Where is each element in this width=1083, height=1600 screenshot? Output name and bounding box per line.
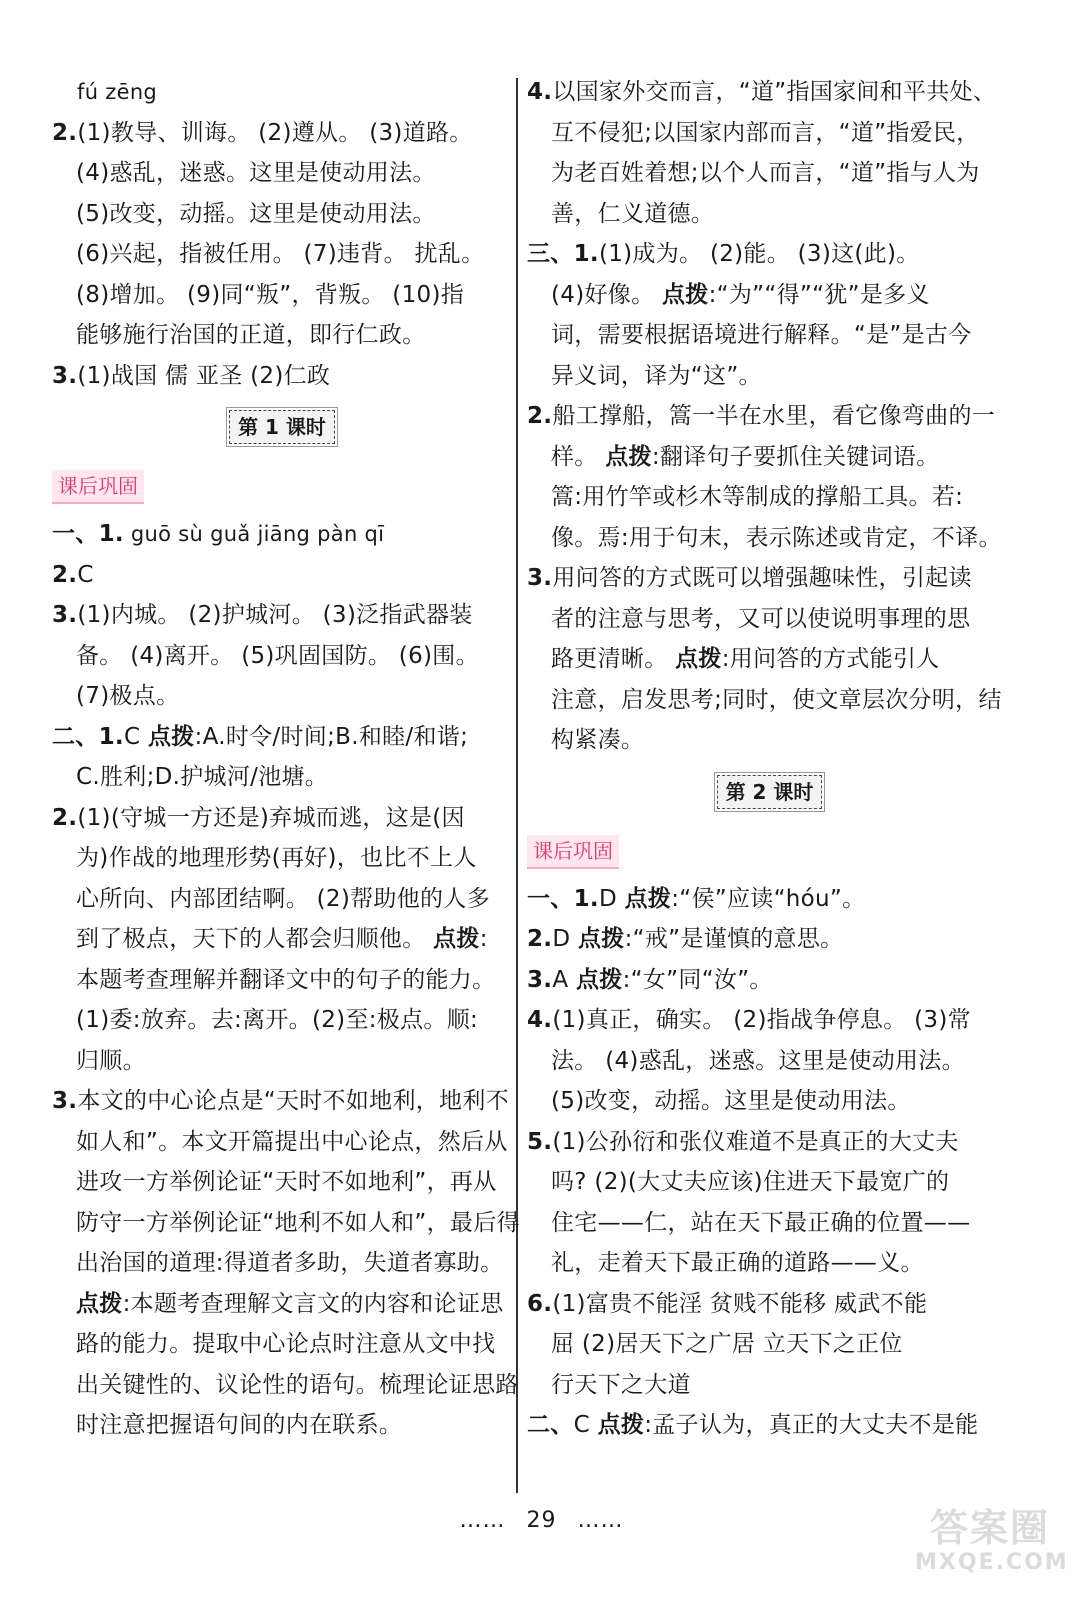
answer-text: 善，仁义道德。: [551, 200, 715, 227]
answer-text: C.胜利;D.护城河/池塘。: [76, 764, 329, 790]
hint-text: :A.时令/时间;B.和睦/和谐;: [194, 723, 469, 750]
answer-line: [52, 234, 512, 275]
answer-line: [52, 514, 512, 555]
answer-text: 归顺。: [76, 1047, 146, 1074]
section-heading: [527, 823, 1012, 879]
hint-text: :“侯”应读“hóu”。: [671, 885, 866, 912]
answer-text: (4)好像。: [551, 281, 662, 308]
answer-line: [52, 676, 512, 717]
answer-line: [527, 558, 1012, 599]
hint-label: 点拨: [675, 646, 722, 672]
answer-text: (5)改变，动摇。这里是使动用法。: [76, 200, 436, 227]
answer-line: [52, 1405, 512, 1446]
answer-text: 像。焉:用于句末，表示陈述或肯定，不译。: [551, 524, 1002, 551]
answer-line: [527, 72, 1012, 113]
answer-line: [527, 1365, 1012, 1406]
answer-text: 互不侵犯;以国家内部而言，“道”指爱民，: [551, 119, 980, 146]
answer-text: (8)增加。 (9)同“叛”，背叛。 (10)指: [76, 281, 465, 308]
question-number: 二、: [527, 1412, 574, 1438]
answer-line: [527, 919, 1012, 960]
answer-line: [527, 194, 1012, 235]
section-label: 课后巩固: [527, 835, 619, 869]
question-number: 3.: [527, 565, 553, 591]
answer-text: guō sù guǎ jiāng pàn qī: [123, 522, 385, 546]
answer-line: [527, 720, 1012, 761]
answer-line: [52, 636, 512, 677]
answer-line: [527, 477, 1012, 518]
answer-text: 构紧凑。: [551, 727, 645, 753]
question-number: 2.: [527, 403, 553, 429]
hint-label: 点拨: [662, 281, 709, 308]
question-number: 2.: [52, 561, 78, 588]
answer-text: 路的能力。提取中心论点时注意从文中找: [76, 1331, 496, 1357]
answer-text: 屈 (2)居天下之广居 立天下之正位: [551, 1331, 903, 1357]
answer-line: [527, 1041, 1012, 1082]
answer-line: [52, 960, 512, 1001]
question-number: 2.: [527, 926, 553, 952]
answer-line: [52, 1203, 520, 1244]
answer-line: [527, 113, 1012, 154]
answer-line: [52, 879, 512, 920]
answer-line: [527, 396, 1012, 437]
answer-line: [52, 757, 512, 798]
answer-text: (1)富贵不能淫 贫贱不能移 威武不能: [552, 1290, 928, 1317]
lesson-badge: 第 1 课时: [229, 410, 335, 444]
watermark-line2: MXQE.COM: [915, 1550, 1069, 1575]
answer-text: (1)内城。 (2)护城河。 (3)泛指武器装: [77, 602, 473, 628]
answer-line: [52, 1284, 512, 1325]
answer-text: 住宅——仁，站在天下最正确的位置——: [551, 1209, 971, 1236]
answer-text: fú zēng: [77, 80, 158, 104]
answer-text: D: [598, 885, 625, 912]
answer-text: 本文的中心论点是“天时不如地利，地利不: [77, 1088, 509, 1114]
answer-text: 本题考查理解并翻译文中的句子的能力。: [76, 966, 496, 993]
hint-text: :翻译句子要抓住关键词语。: [651, 443, 940, 470]
answer-text: 船工撑船，篙一半在水里，看它像弯曲的一: [552, 403, 996, 429]
question-number: 二、1.: [52, 723, 124, 750]
answer-text: 礼，走着天下最正确的道路——义。: [551, 1250, 924, 1276]
answer-line: [527, 680, 1012, 721]
answer-text: 者的注意与思考，又可以使说明事理的思: [551, 605, 971, 632]
section-label: 课后巩固: [52, 470, 144, 504]
answer-text: (5)改变，动摇。这里是使动用法。: [551, 1088, 911, 1114]
answer-line: [527, 356, 1012, 397]
question-number: 3.: [52, 362, 78, 389]
question-number: 4.: [527, 1007, 553, 1033]
answer-text: 进攻一方举例论证“天时不如地利”，再从: [76, 1169, 497, 1195]
answer-line: [52, 1365, 519, 1406]
answer-line: [52, 356, 512, 397]
answer-line: [527, 599, 1012, 640]
answer-text: (1)(守城一方还是)弃城而逃，这是(因: [77, 804, 465, 831]
answer-line: [52, 1122, 512, 1163]
hint-text: :: [479, 926, 488, 952]
answer-text: 行天下之大道: [551, 1371, 691, 1398]
answer-line: [527, 1324, 1012, 1365]
answer-line: [52, 595, 512, 636]
hint-text: :“戒”是谨慎的意思。: [624, 926, 844, 952]
answer-text: 出治国的道理:得道者多助，失道者寡助。: [76, 1250, 504, 1276]
answer-line: [527, 1203, 1012, 1244]
question-number: 一、1.: [527, 885, 599, 912]
answer-line: [52, 1324, 512, 1365]
question-number: 3.: [52, 1088, 78, 1114]
answer-text: 以国家外交而言，“道”指国家间和平共处、: [552, 79, 997, 105]
answer-text: (1)成为。 (2)能。 (3)这(此)。: [598, 241, 920, 267]
answer-text: 词，需要根据语境进行解释。“是”是古今: [551, 322, 972, 348]
answer-text: 如人和”。本文开篇提出中心论点，然后从: [76, 1128, 508, 1155]
hint-label: 点拨: [605, 443, 652, 470]
answer-text: C: [123, 723, 148, 750]
hint-label: 点拨: [597, 1412, 645, 1438]
left-column: [52, 72, 520, 1446]
hint-text: :“为”“得”“犹”是多义: [708, 281, 930, 308]
watermark-line1: 答案圈: [929, 1506, 1050, 1550]
answer-text: 异义词，译为“这”。: [551, 362, 762, 389]
hint-label: 点拨: [433, 926, 480, 952]
answer-text: 吗? (2)(大丈夫应该)住进天下最宽广的: [551, 1169, 950, 1195]
answer-line: [52, 113, 512, 154]
answer-line: [527, 518, 1012, 559]
answer-line: [52, 194, 512, 235]
answer-line: [527, 437, 1012, 478]
answer-text: (1)战国 儒 亚圣 (2)仁政: [77, 362, 331, 389]
question-number: 5.: [527, 1128, 553, 1155]
footer-dots-left: ……: [459, 1508, 506, 1533]
question-number: 三、1.: [527, 241, 599, 267]
answer-text: 篙:用竹竿或杉木等制成的撑船工具。若:: [551, 484, 964, 510]
answer-line: [52, 919, 512, 960]
answer-line: [527, 1405, 1012, 1446]
lesson-heading: [527, 761, 1012, 823]
answer-line: [527, 879, 1012, 920]
answer-line: [52, 1081, 512, 1122]
right-column: [527, 72, 1012, 1446]
answer-text: 心所向、内部团结啊。 (2)帮助他的人多: [76, 885, 490, 912]
hint-text: :“女”同“汝”。: [622, 966, 773, 993]
answer-line: [527, 1122, 1012, 1163]
answer-text: 备。 (4)离开。 (5)巩固国防。 (6)围。: [76, 642, 479, 669]
question-number: 6.: [527, 1290, 553, 1317]
answer-line: [527, 275, 1012, 316]
answer-text: (1)公孙衍和张仪难道不是真正的大丈夫: [552, 1128, 959, 1155]
answer-text: 到了极点，天下的人都会归顺他。: [76, 926, 434, 952]
question-number: 3.: [52, 602, 78, 628]
section-heading: [52, 458, 512, 514]
hint-text: :本题考查理解文言文的内容和论证思: [122, 1290, 504, 1317]
answer-text: 路更清晰。: [551, 646, 676, 672]
page-number: 29: [526, 1508, 557, 1533]
answer-text: 防守一方举例论证“地利不如人和”，最后得: [76, 1209, 520, 1236]
answer-text: 用问答的方式既可以增强趣味性，引起读: [552, 565, 972, 591]
answer-text: (4)惑乱，迷惑。这里是使动用法。: [76, 160, 436, 186]
lesson-heading: [52, 396, 512, 458]
answer-line: [52, 315, 512, 356]
answer-line: [52, 1000, 512, 1041]
answer-line: [527, 1162, 1012, 1203]
question-number: 2.: [52, 804, 78, 831]
answer-line: [527, 960, 1012, 1001]
answer-line: [52, 1162, 512, 1203]
answer-line: [527, 1243, 1012, 1284]
answer-text: C: [573, 1412, 598, 1438]
hint-label: 点拨: [576, 966, 623, 993]
answer-line: [52, 1041, 512, 1082]
question-number: 一、1.: [52, 521, 124, 547]
hint-label: 点拨: [76, 1290, 123, 1317]
answer-text: 样。: [551, 443, 606, 470]
answer-line: [52, 555, 512, 596]
answer-line: [52, 798, 512, 839]
answer-line: [527, 1284, 1012, 1325]
answer-line: [527, 639, 1012, 680]
answer-text: D: [552, 926, 578, 952]
watermark-logo: [915, 1506, 1069, 1578]
question-number: 4.: [527, 79, 553, 105]
answer-line: [527, 234, 1012, 275]
answer-text: (7)极点。: [76, 683, 180, 709]
column-divider: [516, 78, 518, 1493]
hint-label: 点拨: [624, 885, 672, 912]
footer-dots-right: ……: [577, 1508, 624, 1533]
answer-text: (1)委:放弃。去:离开。(2)至:极点。顺:: [76, 1007, 479, 1033]
answer-text: 能够施行治国的正道，即行仁政。: [76, 322, 426, 348]
answer-text: 法。 (4)惑乱，迷惑。这里是使动用法。: [551, 1047, 965, 1074]
hint-label: 点拨: [147, 723, 195, 750]
answer-line: [527, 153, 1012, 194]
answer-text: 注意，启发思考;同时，使文章层次分明，结: [551, 686, 1002, 713]
answer-text: (1)教导、训诲。 (2)遵从。 (3)道路。: [77, 119, 473, 146]
answer-line: [527, 1000, 1012, 1041]
answer-line: [52, 838, 512, 879]
answer-text: (1)真正，确实。 (2)指战争停息。 (3)常: [552, 1007, 971, 1033]
answer-line: [52, 153, 512, 194]
answer-text: 为)作战的地理形势(再好)，也比不上人: [76, 845, 477, 871]
answer-text: C: [77, 561, 94, 588]
answer-line: [52, 275, 512, 316]
answer-text: 出关键性的、议论性的语句。梳理论证思路: [76, 1371, 519, 1398]
answer-line: [52, 717, 512, 758]
answer-line: [52, 1243, 512, 1284]
answer-line: [527, 315, 1012, 356]
lesson-badge: 第 2 课时: [717, 775, 823, 809]
answer-line: [527, 1081, 1012, 1122]
answer-text: A: [552, 966, 576, 993]
answer-text: (6)兴起，指被任用。 (7)违背。 扰乱。: [76, 241, 485, 267]
hint-label: 点拨: [577, 926, 625, 952]
question-number: 3.: [527, 966, 553, 993]
answer-line: [52, 72, 512, 113]
answer-text: 为老百姓着想;以个人而言，“道”指与人为: [551, 160, 980, 186]
hint-text: :用问答的方式能引人: [721, 646, 940, 672]
hint-text: :孟子认为，真正的大丈夫不是能: [644, 1412, 979, 1438]
question-number: 2.: [52, 119, 78, 146]
answer-text: 时注意把握语句间的内在联系。: [76, 1412, 403, 1438]
